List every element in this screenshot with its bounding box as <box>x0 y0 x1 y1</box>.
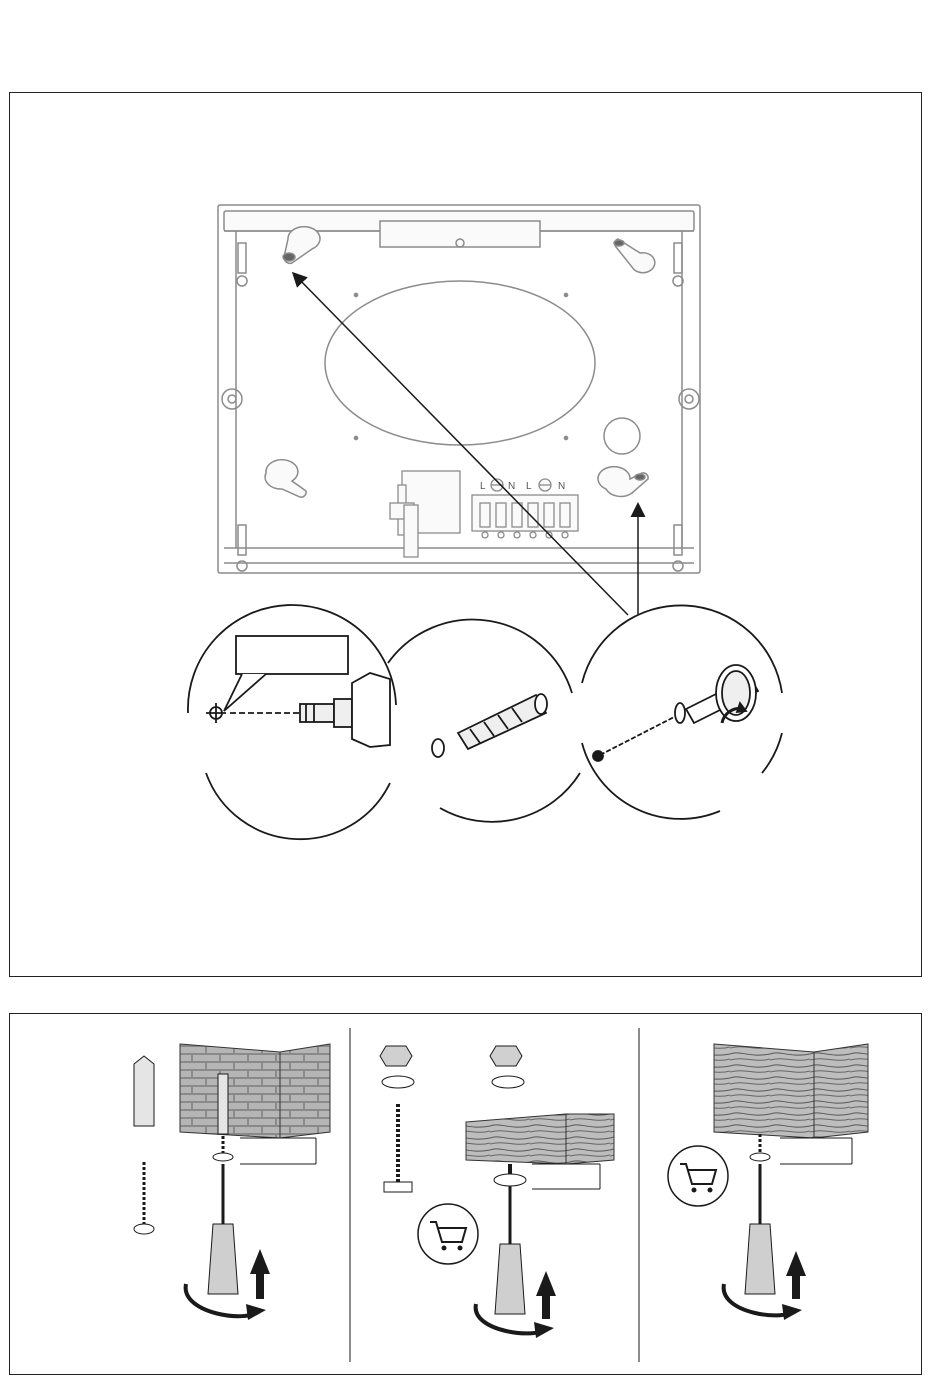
keyhole-slot-top-right <box>614 239 655 273</box>
step-screw-in <box>582 605 782 818</box>
keyhole-slot-bottom-left <box>265 460 306 497</box>
shopping-cart-icon <box>668 1146 728 1206</box>
variant-brick-wall <box>134 1044 330 1320</box>
fixing-variants-panel <box>9 1013 922 1375</box>
cable-clamp <box>390 471 460 557</box>
keyhole-slot-bottom-right <box>598 467 648 497</box>
terminal-label-n1: N <box>508 481 517 492</box>
terminal-label-n2: N <box>558 481 567 492</box>
variant-wood-board-bolt <box>380 1046 614 1338</box>
mounting-instructions-panel <box>9 92 922 977</box>
fixing-variants-diagram <box>10 1014 923 1376</box>
shopping-cart-icon <box>418 1204 478 1264</box>
step-drill-hole <box>188 605 396 839</box>
variant-wooden-beam <box>668 1044 868 1320</box>
terminal-label-l2: L <box>526 481 533 492</box>
mounting-plate-diagram <box>10 93 923 978</box>
keyhole-slot-top-left <box>283 227 320 264</box>
terminal-label-l1: L <box>480 481 487 492</box>
step-insert-wall-plug <box>388 620 580 822</box>
